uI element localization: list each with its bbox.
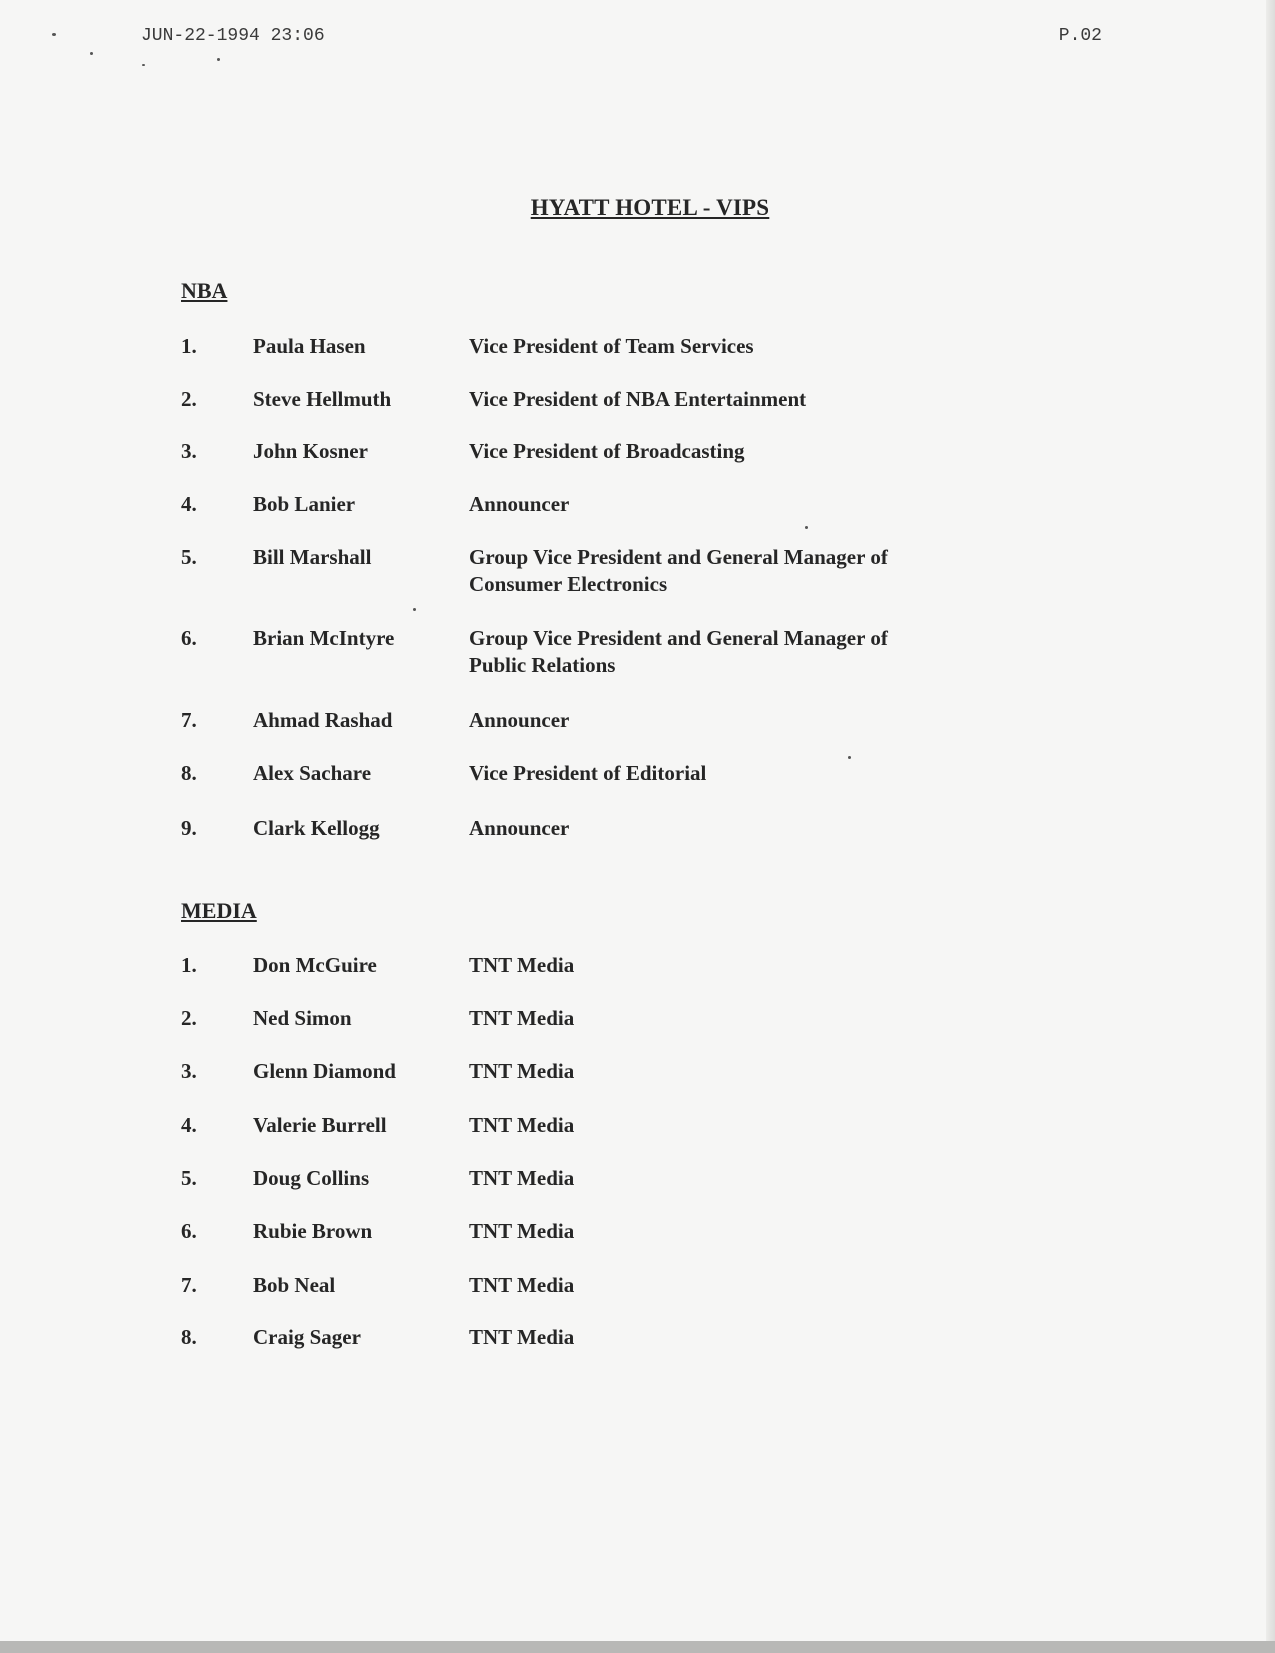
item-number: 5. [181, 1166, 197, 1190]
item-number: 3. [181, 439, 197, 463]
page-edge [1266, 0, 1275, 1653]
item-number: 9. [181, 816, 197, 840]
item-number: 4. [181, 492, 197, 516]
scan-speck [52, 33, 56, 36]
person-role: Vice President of Editorial [469, 761, 707, 785]
person-name: Brian McIntyre [253, 626, 395, 650]
person-name: Doug Collins [253, 1166, 370, 1190]
section-heading-media: MEDIA [181, 898, 257, 923]
scan-speck [217, 58, 220, 61]
person-role: TNT Media [469, 1006, 575, 1030]
item-number: 6. [181, 1219, 197, 1243]
person-name: Don McGuire [253, 953, 377, 977]
scan-speck [805, 526, 808, 529]
item-number: 1. [181, 334, 197, 358]
fax-page-number: P.02 [1058, 26, 1102, 46]
fax-datetime: JUN-22-1994 23:06 [141, 26, 325, 46]
person-name: Clark Kellogg [253, 816, 380, 840]
person-name: Craig Sager [253, 1325, 361, 1349]
item-number: 4. [181, 1113, 197, 1137]
person-role: Announcer [469, 492, 570, 516]
page-edge [0, 1641, 1275, 1653]
item-number: 2. [181, 1006, 197, 1030]
person-name: Paula Hasen [253, 334, 366, 358]
person-role: TNT Media [469, 953, 575, 977]
person-name: John Kosner [253, 439, 368, 463]
person-role: Vice President of NBA Entertainment [469, 387, 807, 411]
person-name: Bill Marshall [253, 545, 372, 569]
person-role: TNT Media [469, 1166, 575, 1190]
person-name: Rubie Brown [253, 1219, 373, 1243]
item-number: 5. [181, 545, 197, 569]
section-heading-nba: NBA [181, 278, 228, 303]
item-number: 1. [181, 953, 197, 977]
person-role: Group Vice President and General Manager of Consumer Electronics [469, 545, 888, 596]
person-name: Steve Hellmuth [253, 387, 392, 411]
item-number: 6. [181, 626, 197, 650]
person-role: TNT Media [469, 1273, 575, 1297]
person-role: TNT Media [469, 1219, 575, 1243]
person-name: Alex Sachare [253, 761, 372, 785]
person-role: TNT Media [469, 1325, 575, 1349]
person-role: Vice President of Broadcasting [469, 439, 745, 463]
person-role: TNT Media [469, 1113, 575, 1137]
scan-speck [90, 52, 93, 55]
scan-speck [413, 608, 416, 611]
person-role: Vice President of Team Services [469, 334, 754, 358]
person-role: Announcer [469, 816, 570, 840]
person-name: Bob Lanier [253, 492, 356, 516]
person-role: Group Vice President and General Manager of Public Relations [469, 626, 888, 677]
person-role: TNT Media [469, 1059, 575, 1083]
scan-speck [848, 756, 851, 759]
item-number: 2. [181, 387, 197, 411]
item-number: 7. [181, 708, 197, 732]
scan-speck [142, 64, 145, 66]
person-name: Valerie Burrell [253, 1113, 387, 1137]
person-name: Ahmad Rashad [253, 708, 393, 732]
person-name: Glenn Diamond [253, 1059, 396, 1083]
document-title: HYATT HOTEL - VIPS [530, 195, 770, 220]
item-number: 7. [181, 1273, 197, 1297]
item-number: 3. [181, 1059, 197, 1083]
item-number: 8. [181, 761, 197, 785]
person-role: Announcer [469, 708, 570, 732]
person-name: Bob Neal [253, 1273, 336, 1297]
item-number: 8. [181, 1325, 197, 1349]
person-name: Ned Simon [253, 1006, 352, 1030]
